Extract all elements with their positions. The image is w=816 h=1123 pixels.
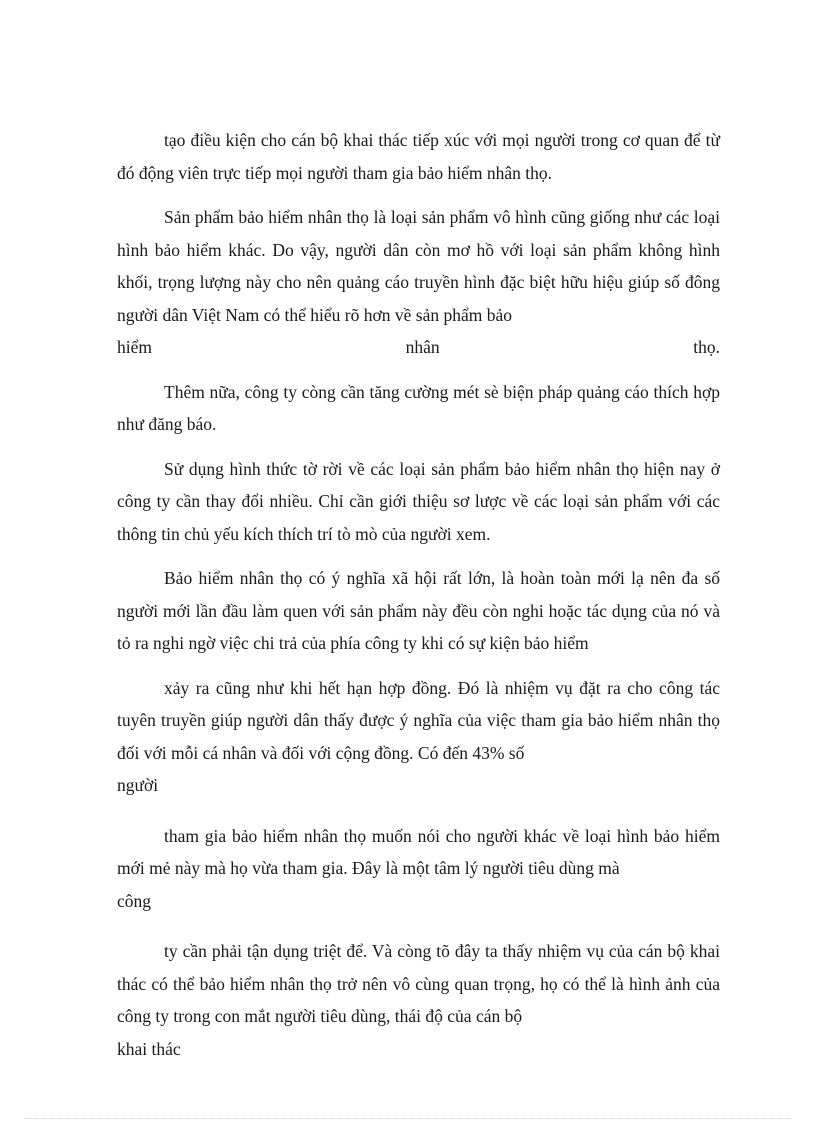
paragraph-8-text: ty cần phải tận dụng triệt để. Và còng tõ đây ta thấy nhiệm vụ của cán bộ khai thác có thể bảo hiểm nhân thọ trở nên vô cùng quan trọng, họ có thể là hình ảnh của công ty trong con mắt người tiêu dùng, thái độ của cán bộ <box>117 941 720 1026</box>
document-body <box>117 124 720 1071</box>
paragraph-8-trailing <box>117 1033 720 1066</box>
paragraph-1 <box>117 124 720 189</box>
paragraph-5 <box>117 562 720 660</box>
paragraph-7-text: tham gia bảo hiểm nhân thọ muốn nói cho người khác về loại hình bảo hiểm mới mẻ này mà họ vừa tham gia. Đây là một tâm lý người tiêu dùng mà <box>117 825 720 878</box>
paragraph-7 <box>117 820 720 885</box>
paragraph-7-trailing <box>117 885 720 918</box>
paragraph-6-trailing-text: người <box>117 775 159 795</box>
paragraph-2-spread-line <box>117 331 720 364</box>
paragraph-6-trailing <box>117 769 720 802</box>
spread-word-2: nhân <box>405 337 440 357</box>
paragraph-3 <box>117 376 720 441</box>
paragraph-3-text: Thêm nữa, công ty còng cần tăng cường mét sè biện pháp quảng cáo thích hợp như đăng báo. <box>117 381 720 434</box>
paragraph-6-text: xảy ra cũng như khi hết hạn hợp đồng. Đó là nhiệm vụ đặt ra cho công tác tuyên truyền giúp người dân thấy được ý nghĩa của việc tham gia bảo hiểm nhân thọ đối với mỗi cá nhân và đối với cộng đồng. Có đến 43% số <box>117 677 720 763</box>
paragraph-2-text: Sản phẩm bảo hiểm nhân thọ là loại sản phẩm vô hình cũng giống như các loại hình bảo hiểm khác. Do vậy, người dân còn mơ hồ với loại sản phẩm không hình khối, trọng lượng này cho nên quảng cáo truyền hình đặc biệt hữu hiệu giúp số đông người dân Việt Nam có thể hiểu rõ hơn về sản phẩm bảo <box>117 207 720 325</box>
paragraph-5-text: Bảo hiểm nhân thọ có ý nghĩa xã hội rất lớn, là hoàn toàn mới lạ nên đa số người mới lần đầu làm quen với sản phẩm này đều còn nghi hoặc tác dụng của nó và tỏ ra nghi ngờ việc chi trả của phía công ty khi có sự kiện bảo hiểm <box>117 568 720 653</box>
paragraph-8 <box>117 935 720 1033</box>
page-bottom-rule <box>24 1118 792 1119</box>
spread-word-1: hiểm <box>117 337 152 357</box>
paragraph-8-trailing-text: khai thác <box>117 1038 181 1059</box>
paragraph-6 <box>117 672 720 770</box>
paragraph-4 <box>117 453 720 551</box>
paragraph-2 <box>117 201 720 331</box>
paragraph-1-text: tạo điều kiện cho cán bộ khai thác tiếp xúc với mọi người trong cơ quan để từ đó động viên trực tiếp mọi người tham gia bảo hiểm nhân thọ. <box>117 130 720 183</box>
paragraph-7-trailing-text: công <box>117 890 152 911</box>
spread-word-3: thọ. <box>693 337 720 357</box>
paragraph-4-text: Sử dụng hình thức tờ rời về các loại sản phẩm bảo hiểm nhân thọ hiện nay ở công ty cần thay đổi nhiều. Chỉ cần giới thiệu sơ lược về các loại sản phẩm với các thông tin chủ yếu kích thích trí tò mò của người xem. <box>117 458 720 544</box>
